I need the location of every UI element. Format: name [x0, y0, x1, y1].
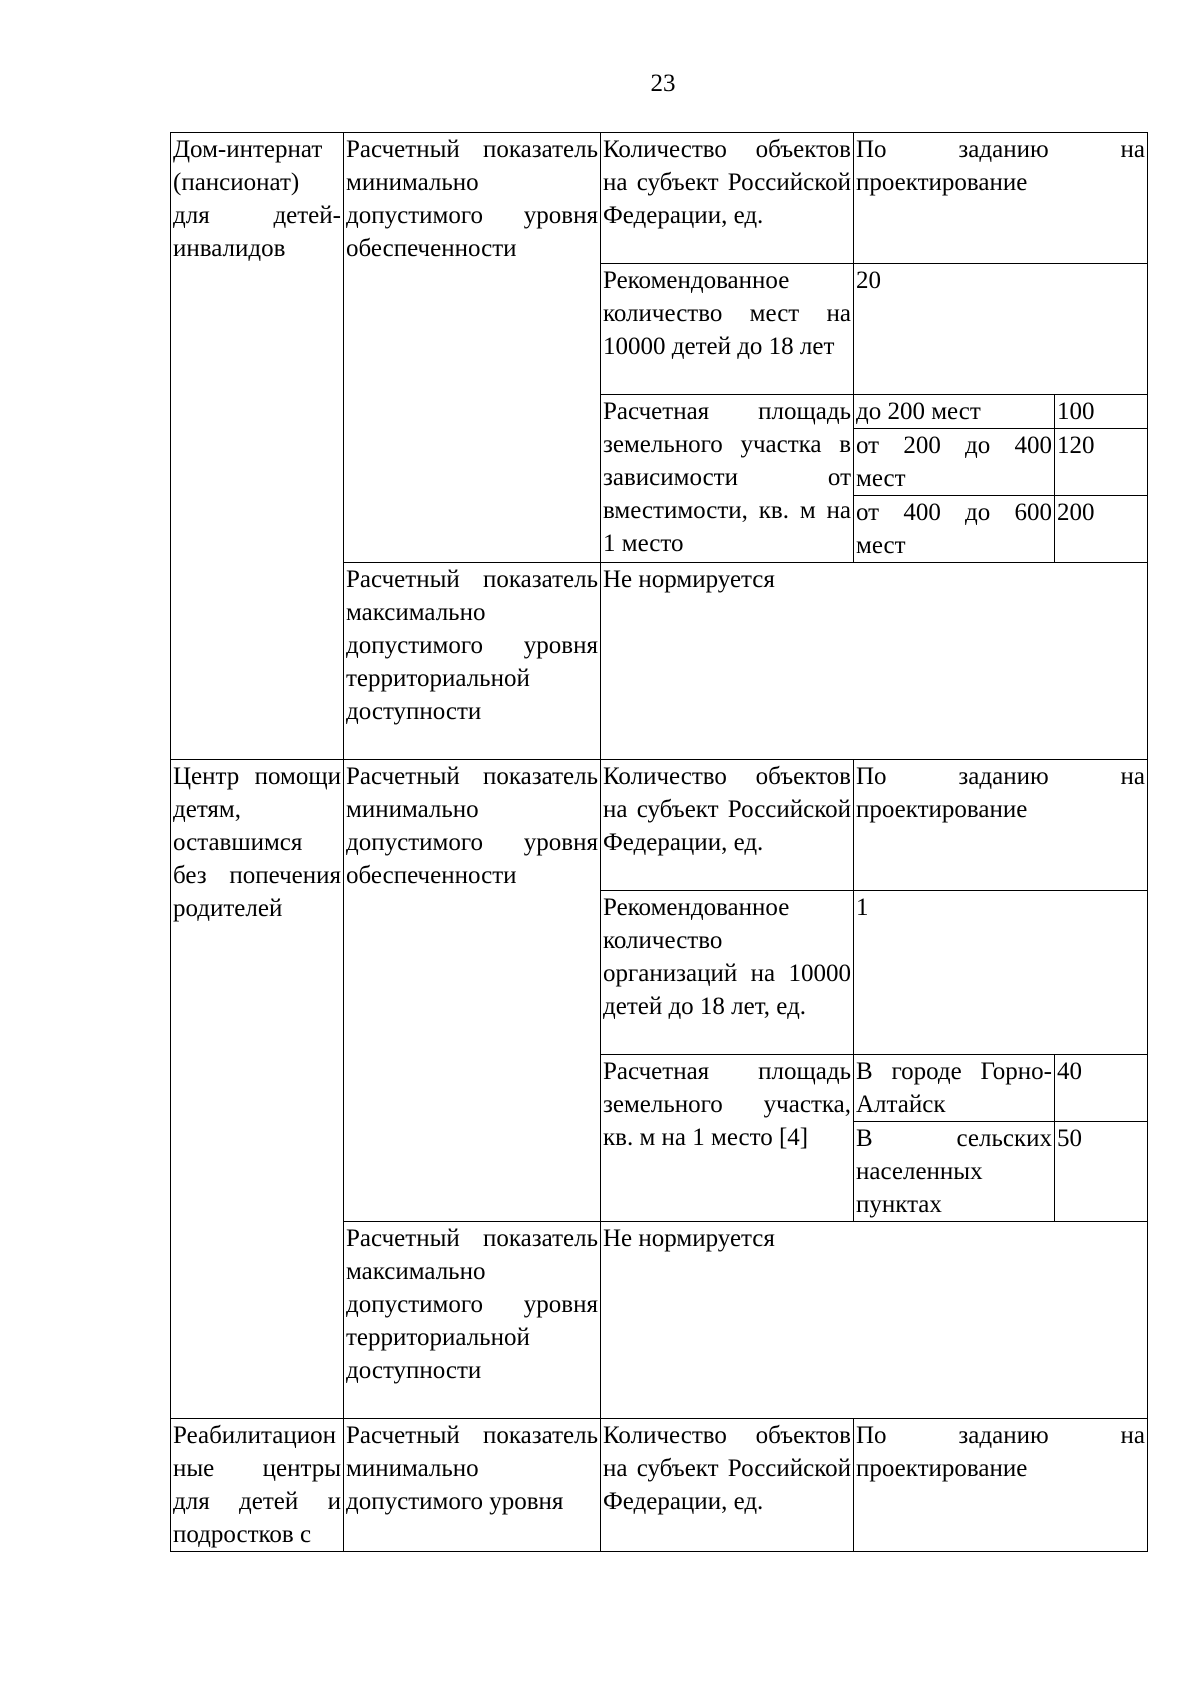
- count-value-cell: По заданию на проектирование: [854, 760, 1148, 891]
- area-condition-cell: В городе Горно-Алтайск: [854, 1055, 1055, 1122]
- count-label-cell: Количество объектов на субъект Российской Федерации, ед.: [601, 760, 854, 891]
- area-value-cell: 50: [1055, 1122, 1148, 1222]
- object-name-cell: Дом-интернат (пансионат) для детей-инвалидов: [171, 133, 344, 760]
- min-indicator-cell: Расчетный показатель минимально допустимого уровня обеспеченности: [344, 133, 601, 563]
- max-value-cell: Не нормируется: [601, 1222, 1148, 1419]
- max-value-cell: Не нормируется: [601, 563, 1148, 760]
- count-value-cell: По заданию на проектирование: [854, 1419, 1148, 1552]
- min-indicator-cell: Расчетный показатель минимально допустимого уровня: [344, 1419, 601, 1552]
- recommended-value-cell: 20: [854, 264, 1148, 395]
- object-name-cell: Реабилитационные центры для детей и подростков с: [171, 1419, 344, 1552]
- area-condition-cell: от 200 до 400 мест: [854, 429, 1055, 496]
- recommended-label-cell: Рекомендованное количество организаций на 10000 детей до 18 лет, ед.: [601, 891, 854, 1055]
- min-indicator-cell: Расчетный показатель минимально допустимого уровня обеспеченности: [344, 760, 601, 1222]
- area-value-cell: 40: [1055, 1055, 1148, 1122]
- table-row: [171, 1419, 1148, 1552]
- area-condition-cell: В сельских населенных пунктах: [854, 1122, 1055, 1222]
- area-value-cell: 120: [1055, 429, 1148, 496]
- page-number: 23: [650, 70, 676, 97]
- max-indicator-cell: Расчетный показатель максимально допустимого уровня территориальной доступности: [344, 1222, 601, 1419]
- count-label-cell: Количество объектов на субъект Российской Федерации, ед.: [601, 1419, 854, 1552]
- object-name-cell: Центр помощи детям, оставшимся без попечения родителей: [171, 760, 344, 1419]
- area-condition-cell: до 200 мест: [854, 395, 1055, 429]
- area-condition-cell: от 400 до 600 мест: [854, 496, 1055, 563]
- recommended-label-cell: Рекомендованное количество мест на 10000 детей до 18 лет: [601, 264, 854, 395]
- area-label-cell: Расчетная площадь земельного участка, кв. м на 1 место [4]: [601, 1055, 854, 1222]
- table-row: [171, 133, 1148, 264]
- count-label-cell: Количество объектов на субъект Российской Федерации, ед.: [601, 133, 854, 264]
- area-value-cell: 200: [1055, 496, 1148, 563]
- max-indicator-cell: Расчетный показатель максимально допустимого уровня территориальной доступности: [344, 563, 601, 760]
- count-value-cell: По заданию на проектирование: [854, 133, 1148, 264]
- area-label-cell: Расчетная площадь земельного участка в зависимости от вместимости, кв. м на 1 место: [601, 395, 854, 563]
- table-row: [171, 760, 1148, 891]
- recommended-value-cell: 1: [854, 891, 1148, 1055]
- norms-table: [170, 132, 1148, 1552]
- area-value-cell: 100: [1055, 395, 1148, 429]
